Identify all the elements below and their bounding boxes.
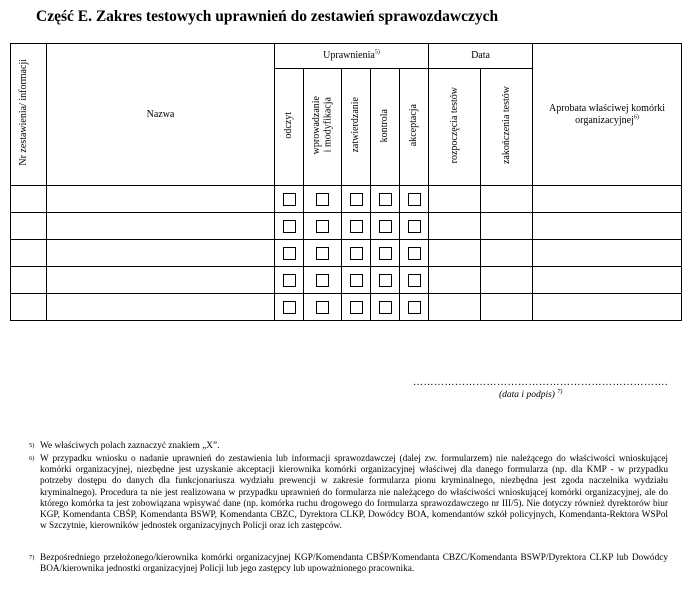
header-odczyt: odczyt	[275, 69, 304, 186]
header-akceptacja: akceptacja	[400, 69, 429, 186]
akceptacja-checkbox[interactable]	[408, 247, 421, 260]
zakonczenia-cell[interactable]	[481, 213, 533, 240]
kontrola-checkbox[interactable]	[379, 301, 392, 314]
header-zatwierdzanie: zatwierdzanie	[342, 69, 371, 186]
zakonczenia-cell[interactable]	[481, 186, 533, 213]
odczyt-cell	[275, 294, 304, 321]
nazwa-cell[interactable]	[47, 240, 275, 267]
nr-cell[interactable]	[11, 186, 47, 213]
table-row	[11, 294, 682, 321]
kontrola-cell	[371, 240, 400, 267]
zatwierdzanie-checkbox[interactable]	[350, 220, 363, 233]
nr-cell[interactable]	[11, 240, 47, 267]
akceptacja-checkbox[interactable]	[408, 193, 421, 206]
table-row	[11, 240, 682, 267]
wprowadzanie-cell	[304, 240, 342, 267]
aprobata-cell[interactable]	[533, 186, 682, 213]
header-data: Data	[429, 44, 533, 69]
wprowadzanie-cell	[304, 294, 342, 321]
rozpoczecia-cell[interactable]	[429, 240, 481, 267]
kontrola-cell	[371, 186, 400, 213]
kontrola-cell	[371, 294, 400, 321]
odczyt-cell	[275, 186, 304, 213]
nr-cell[interactable]	[11, 294, 47, 321]
akceptacja-cell	[400, 294, 429, 321]
wprowadzanie-cell	[304, 213, 342, 240]
header-wprowadzanie: wprowadzanie i modyfikacja	[304, 69, 342, 186]
footnote-7: 7) Bezpośredniego przełożonego/kierownika komórki organizacyjnej KGP/Komendanta CBŚP/Komendanta CBZC/Komendanta BSWP/Dyrektora CLKP lub Dowódcy BOA/kierownika jednostki organizacyjnej Policji lub jego zastępcy lub upoważnionego pracownika.	[29, 553, 668, 575]
zatwierdzanie-cell	[342, 267, 371, 294]
wprowadzanie-checkbox[interactable]	[316, 301, 329, 314]
table-row	[11, 213, 682, 240]
zatwierdzanie-checkbox[interactable]	[350, 247, 363, 260]
rozpoczecia-cell[interactable]	[429, 267, 481, 294]
wprowadzanie-cell	[304, 186, 342, 213]
rozpoczecia-cell[interactable]	[429, 294, 481, 321]
odczyt-cell	[275, 240, 304, 267]
kontrola-checkbox[interactable]	[379, 274, 392, 287]
aprobata-cell[interactable]	[533, 213, 682, 240]
zatwierdzanie-cell	[342, 213, 371, 240]
nazwa-cell[interactable]	[47, 267, 275, 294]
odczyt-checkbox[interactable]	[283, 220, 296, 233]
header-uprawnienia: Uprawnienia$^{5)}$	[275, 44, 429, 69]
zatwierdzanie-checkbox[interactable]	[350, 193, 363, 206]
wprowadzanie-checkbox[interactable]	[316, 193, 329, 206]
akceptacja-checkbox[interactable]	[408, 220, 421, 233]
section-title: Część E. Zakres testowych uprawnień do zestawień sprawozdawczych	[36, 8, 499, 25]
zakonczenia-cell[interactable]	[481, 267, 533, 294]
zatwierdzanie-cell	[342, 294, 371, 321]
odczyt-cell	[275, 213, 304, 240]
zatwierdzanie-checkbox[interactable]	[350, 301, 363, 314]
permissions-table	[10, 43, 682, 321]
odczyt-checkbox[interactable]	[283, 301, 296, 314]
kontrola-checkbox[interactable]	[379, 193, 392, 206]
zatwierdzanie-checkbox[interactable]	[350, 274, 363, 287]
nr-cell[interactable]	[11, 267, 47, 294]
aprobata-cell[interactable]	[533, 294, 682, 321]
signature-label: (data i podpis) $^{7)}$	[499, 388, 563, 400]
header-zakonczenia-testow: zakończenia testów	[481, 69, 533, 186]
zakonczenia-cell[interactable]	[481, 294, 533, 321]
akceptacja-cell	[400, 186, 429, 213]
akceptacja-checkbox[interactable]	[408, 274, 421, 287]
nazwa-cell[interactable]	[47, 213, 275, 240]
nazwa-cell[interactable]	[47, 294, 275, 321]
table-row	[11, 267, 682, 294]
akceptacja-cell	[400, 213, 429, 240]
header-kontrola: kontrola	[371, 69, 400, 186]
akceptacja-cell	[400, 267, 429, 294]
footnote-5: 5) We właściwych polach zaznaczyć znakiem „X”.	[29, 441, 220, 451]
zakonczenia-cell[interactable]	[481, 240, 533, 267]
kontrola-cell	[371, 267, 400, 294]
kontrola-checkbox[interactable]	[379, 247, 392, 260]
table-row	[11, 186, 682, 213]
odczyt-cell	[275, 267, 304, 294]
akceptacja-cell	[400, 240, 429, 267]
header-rozpoczecia-testow: rozpoczęcia testów	[429, 69, 481, 186]
akceptacja-checkbox[interactable]	[408, 301, 421, 314]
header-nazwa: Nazwa	[47, 44, 275, 186]
zatwierdzanie-cell	[342, 186, 371, 213]
odczyt-checkbox[interactable]	[283, 274, 296, 287]
header-aprobata: Aprobata właściwej komórki organizacyjnej$^{6)}$	[533, 44, 682, 186]
kontrola-checkbox[interactable]	[379, 220, 392, 233]
nr-cell[interactable]	[11, 213, 47, 240]
aprobata-cell[interactable]	[533, 267, 682, 294]
wprowadzanie-checkbox[interactable]	[316, 220, 329, 233]
rozpoczecia-cell[interactable]	[429, 186, 481, 213]
nazwa-cell[interactable]	[47, 186, 275, 213]
signature-line[interactable]: ……………………………………………………………….	[413, 377, 668, 388]
footnote-6: 6) W przypadku wniosku o nadanie uprawnień do zestawienia lub informacji sprawozdawczej (dalej zw. formularzem) nie należącego do właściwości wnioskującej komórki organizacyjnej, niezbędne jest uzyskanie akceptacji kierownika komórki organizacyjnej właściwej dla danego formularza (np. dla KMP - w przypadku potrzeby dostępu do danych dla funkcjonariusza wydziału prewencji w zakresie formularza pionu kryminalnego, niezbędna jest zgoda naczelnika wydziału kryminalnego). Procedura ta nie jest realizowana w przypadku uprawnień do formularza nie należącego do właściwości wnioskującej komórki organizacyjnej, ale do którego komórka ta jest zobowiązana wpisywać dane (np. komórka ruchu drogowego do formularza sprawozdawczego nr III/5). Nie dotyczy również dyrektorów biur KGP, Komendanta CBŚP, Komendanta BSWP, Komendanta CBZC, Dyrektora CLKP, Dowódcy BOA, komendantów szkół policyjnych, Komendanta-Rektora WSPol w Szczytnie, kierowników jednostek organizacyjnych Policji oraz ich zastępców.	[29, 454, 668, 532]
aprobata-cell[interactable]	[533, 240, 682, 267]
kontrola-cell	[371, 213, 400, 240]
header-nr-zestawienia: Nr zestawienia/ informacji	[11, 44, 47, 186]
wprowadzanie-cell	[304, 267, 342, 294]
odczyt-checkbox[interactable]	[283, 193, 296, 206]
wprowadzanie-checkbox[interactable]	[316, 247, 329, 260]
wprowadzanie-checkbox[interactable]	[316, 274, 329, 287]
zatwierdzanie-cell	[342, 240, 371, 267]
rozpoczecia-cell[interactable]	[429, 213, 481, 240]
odczyt-checkbox[interactable]	[283, 247, 296, 260]
